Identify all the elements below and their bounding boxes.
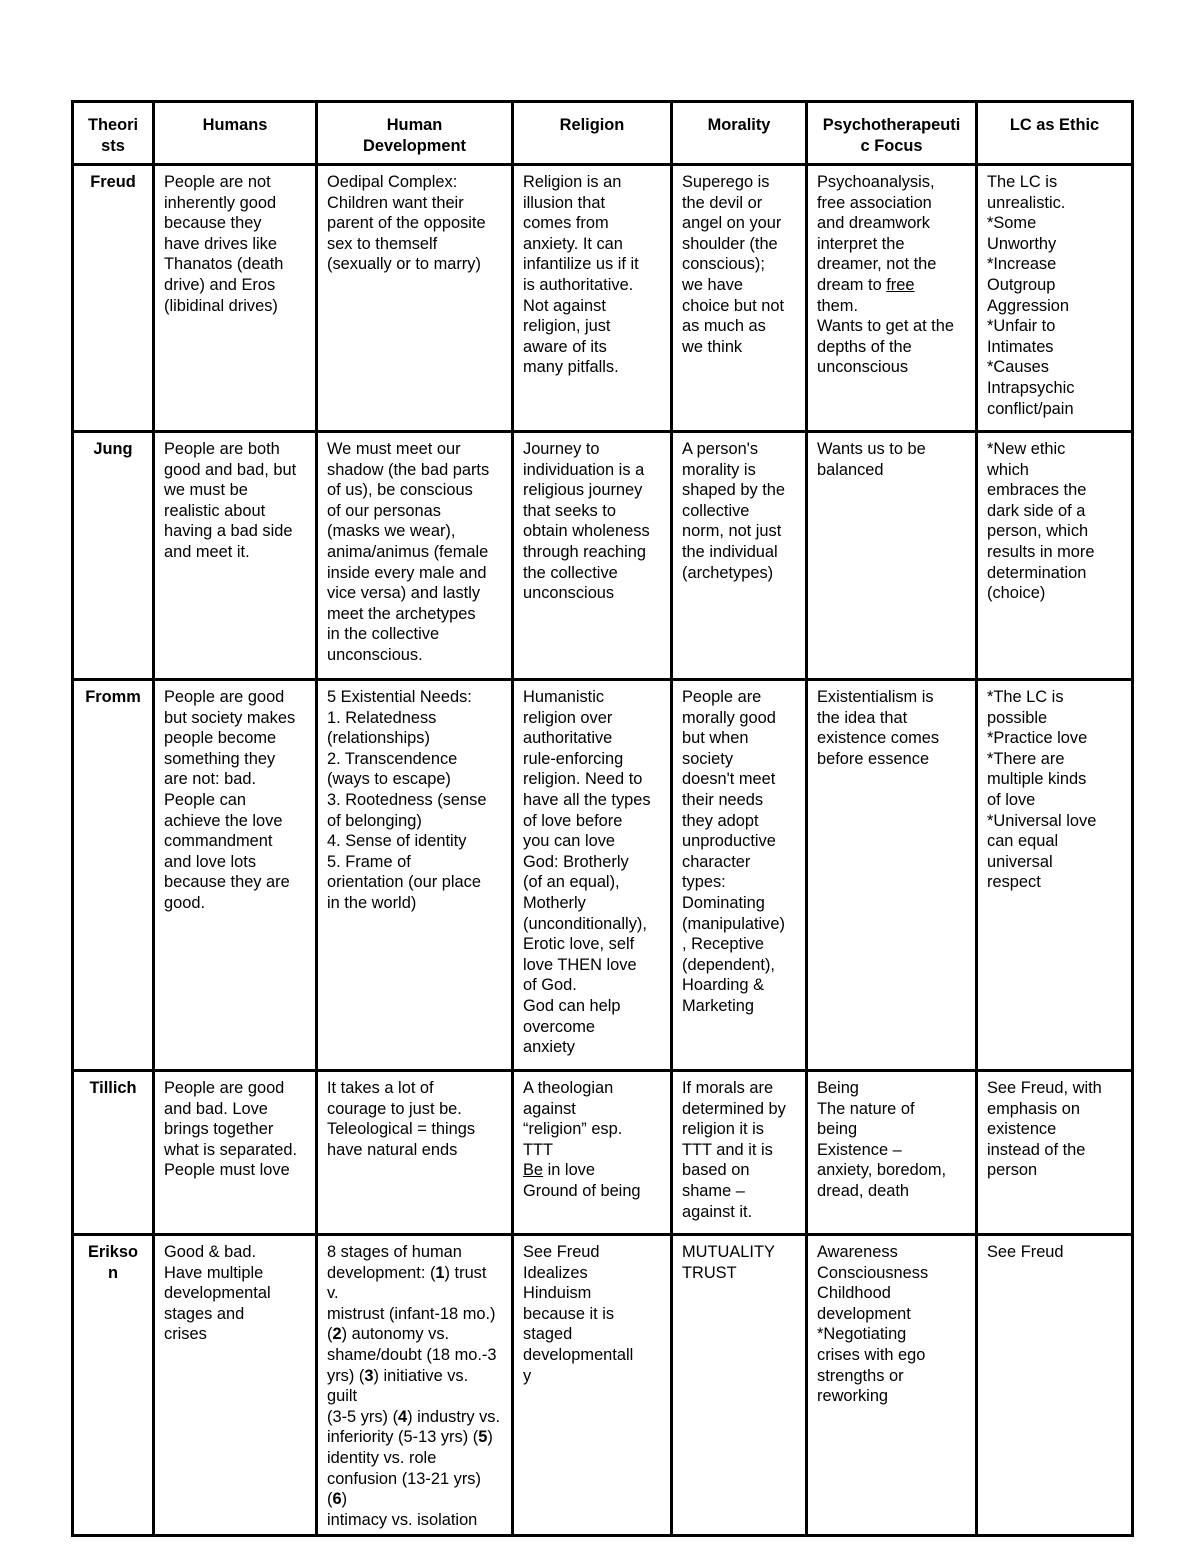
humans-cell: People are good and bad. Love brings together what is separated. People must love [154, 1071, 317, 1235]
religion-cell: Humanistic religion over authoritative rule-enforcing religion. Need to have all the types of love before you can love God: Brotherly (of an equal), Motherly (unconditionally), Erotic love, self love THEN love of God. God can help overcome anxiety [513, 680, 672, 1071]
development-cell [317, 1235, 513, 1536]
stage-number: 1 [435, 1263, 445, 1282]
theorist-name: Fromm [73, 680, 154, 1071]
lc-ethic-cell: See Freud [977, 1235, 1133, 1536]
psych-text-before: Psychoanalysis, free association and dreamwork interpret the dreamer, not the dream to [817, 173, 937, 294]
morality-cell: MUTUALITY TRUST [672, 1235, 807, 1536]
psychotherapeutic-cell: Awareness Consciousness Childhood development *Negotiating crises with ego strengths or reworking [807, 1235, 977, 1536]
humans-cell: Good & bad. Have multiple developmental stages and crises [154, 1235, 317, 1536]
underlined-word: free [886, 275, 915, 294]
table-row [73, 165, 1133, 432]
psychotherapeutic-cell [807, 165, 977, 432]
stage-number: 6 [332, 1490, 342, 1509]
table-row [73, 1071, 1133, 1235]
stage-text: ) autonomy vs. shame/doubt (18 mo.-3 yrs) ( [327, 1325, 497, 1385]
header-row [73, 102, 1133, 165]
development-cell: 5 Existential Needs: 1. Relatedness (relationships) 2. Transcendence (ways to escape) 3. Rootedness (sense of belonging) 4. Sense of identity 5. Frame of orientation (our place in the world) [317, 680, 513, 1071]
theorist-name: Erikso n [73, 1235, 154, 1536]
religion-cell: Journey to individuation is a religious journey that seeks to obtain wholeness through reaching the collective unconscious [513, 432, 672, 680]
header-humans: Humans [154, 102, 317, 165]
religion-cell [513, 1071, 672, 1235]
religion-text-top: A theologian against “religion” esp. TTT [523, 1079, 623, 1159]
underlined-word: Be [523, 1161, 544, 1180]
table-row [73, 1235, 1133, 1536]
stage-number: 4 [398, 1407, 408, 1426]
religion-cell: Religion is an illusion that comes from anxiety. It can infantilize us if it is authoritative. Not against religion, just aware of its many pitfalls. [513, 165, 672, 432]
development-cell: It takes a lot of courage to just be. Teleological = things have natural ends [317, 1071, 513, 1235]
stage-text: ) intimacy vs. isolation [327, 1490, 478, 1529]
stage-number: 5 [478, 1428, 488, 1447]
theorist-name: Freud [73, 165, 154, 432]
religion-cell: See Freud Idealizes Hinduism because it is staged developmentall y [513, 1235, 672, 1536]
morality-cell: Superego is the devil or angel on your shoulder (the conscious); we have choice but not as much as we think [672, 165, 807, 432]
psychotherapeutic-cell: Existentialism is the idea that existence comes before essence [807, 680, 977, 1071]
stage-text: ) initiative vs. guilt (3-5 yrs) ( [327, 1366, 469, 1426]
humans-cell: People are not inherently good because they have drives like Thanatos (death drive) and Eros (libidinal drives) [154, 165, 317, 432]
development-cell: We must meet our shadow (the bad parts of us), be conscious of our personas (masks we wear), anima/animus (female inside every male and vice versa) and lastly meet the archetypes in the collective unconscious. [317, 432, 513, 680]
religion-text-rest: in love Ground of being [523, 1161, 641, 1200]
psychotherapeutic-cell: Wants us to be balanced [807, 432, 977, 680]
table-row [73, 680, 1133, 1071]
development-cell: Oedipal Complex: Children want their parent of the opposite sex to themself (sexually or to marry) [317, 165, 513, 432]
stage-number: 2 [332, 1325, 342, 1344]
psych-text-after: them. Wants to get at the depths of the unconscious [817, 296, 954, 377]
stage-number: 3 [364, 1366, 374, 1385]
header-morality: Morality [672, 102, 807, 165]
lc-ethic-cell: The LC is unrealistic. *Some Unworthy *Increase Outgroup Aggression *Unfair to Intimates *Causes Intrapsychic conflict/pain [977, 165, 1133, 432]
humans-cell: People are good but society makes people become something they are not: bad. People can achieve the love commandment and love lots because they are good. [154, 680, 317, 1071]
morality-cell: People are morally good but when society doesn't meet their needs they adopt unproductive character types: Dominating (manipulative) , Receptive (dependent), Hoarding & Marketing [672, 680, 807, 1071]
stage-text: ) identity vs. role confusion (13-21 yrs) ( [327, 1428, 493, 1509]
lc-ethic-cell: See Freud, with emphasis on existence instead of the person [977, 1071, 1133, 1235]
lc-ethic-cell: *New ethic which embraces the dark side of a person, which results in more determination (choice) [977, 432, 1133, 680]
stage-text: ) trust v. mistrust (infant-18 mo.) ( [327, 1263, 496, 1344]
humans-cell: People are both good and bad, but we must be realistic about having a bad side and meet it. [154, 432, 317, 680]
header-lc-as-ethic: LC as Ethic [977, 102, 1133, 165]
header-religion: Religion [513, 102, 672, 165]
morality-cell: A person's morality is shaped by the collective norm, not just the individual (archetypes) [672, 432, 807, 680]
theorist-name: Tillich [73, 1071, 154, 1235]
header-theorists: Theori sts [73, 102, 154, 165]
header-psychotherapeutic-focus: Psychotherapeuti c Focus [807, 102, 977, 165]
theorists-comparison-table [71, 100, 1134, 1537]
morality-cell: If morals are determined by religion it is TTT and it is based on shame – against it. [672, 1071, 807, 1235]
stages-intro: 8 stages of human development: ( [327, 1243, 462, 1282]
lc-ethic-cell: *The LC is possible *Practice love *There are multiple kinds of love *Universal love can equal universal respect [977, 680, 1133, 1071]
psychotherapeutic-cell: Being The nature of being Existence – anxiety, boredom, dread, death [807, 1071, 977, 1235]
theorist-name: Jung [73, 432, 154, 680]
table-row [73, 432, 1133, 680]
header-human-development: Human Development [317, 102, 513, 165]
stage-text: ) industry vs. inferiority (5-13 yrs) ( [327, 1407, 501, 1447]
